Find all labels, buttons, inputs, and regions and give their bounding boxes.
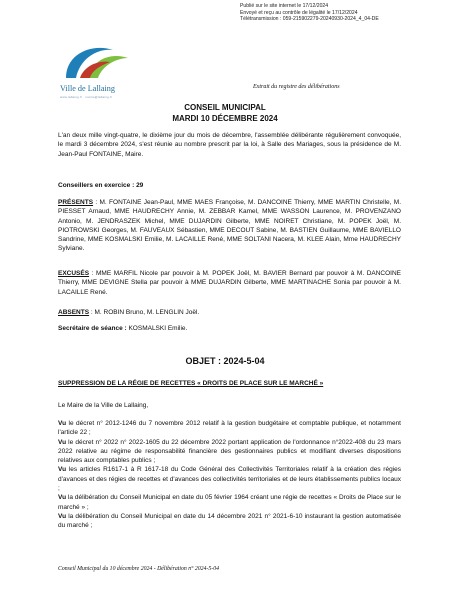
absents-line <box>58 308 401 317</box>
stamp-published: Publié sur le site internet le 17/12/2024 <box>240 3 329 9</box>
excuses-paragraph <box>58 269 401 297</box>
intro-paragraph: L'an deux mille vingt-quatre, le dixième jour du mois de décembre, l'assemblée délibérante régulièrement convoquée, le mardi 3 décembre 2024, s'est réunie au nombre prescrit par la loi, à Salle des Mariages, sous la présidence de M. Jean-Paul FONTAINE, Maire. <box>58 132 401 158</box>
secretaire-label: Secrétaire de séance : <box>58 325 127 332</box>
conseillers-label: Conseillers en exercice : <box>58 182 135 189</box>
considerant-item: Vu la délibération du Conseil Municipal en date du 05 février 1964 créant une régie de recettes « Droits de Place sur le marché » ; <box>58 494 401 511</box>
mayor-line: Le Maire de la Ville de Lallaing, <box>58 402 149 409</box>
excuses-text: : MME MARFIL Nicole par pouvoir à M. POPEK Joël, M. BAVIER Bernard par pouvoir à M. DANCOINE Thierry, MME DEVIGNE Stella par pouvoir à MME DUJARDIN Gilberte, MME MARTINACHE Sonia par pouvoir à M. LACAILLE René. <box>58 270 401 296</box>
considerant-item: Vu la délibération du Conseil Municipal en date du 14 décembre 2021 n° 2021-6-10 instaurant la gestion automatisée du marché ; <box>58 512 401 530</box>
meeting-date: MARDI 10 DÉCEMBRE 2024 <box>172 114 278 123</box>
legal-stamp <box>240 3 379 23</box>
considerant-item: Vu le décret n° 2012-1246 du 7 novembre 2012 relatif à la gestion budgétaire et comptable publique, et notamment l'article 22 ; <box>58 420 401 437</box>
considerant-item: Vu les articles R1617-1 à R 1617-18 du Code Général des Collectivités Territoriales relatif à la création des régies d'avances et des régies de recettes et d'avances des collectivités territoriales et de leurs établissements publics locaux ; <box>58 466 401 493</box>
conseillers-line <box>58 181 401 190</box>
secretaire-line <box>58 324 401 333</box>
deliberation-subject: SUPPRESSION DE LA RÉGIE DE RECETTES « DROITS DE PLACE SUR LE MARCHÉ » <box>58 380 324 387</box>
absents-label: ABSENTS <box>58 309 90 316</box>
conseillers-count: 29 <box>136 182 144 189</box>
considerants-list <box>58 419 401 531</box>
register-extract-label: Extrait du registre des délibérations <box>253 84 340 90</box>
absents-text: : M. ROBIN Bruno, M. LENGLIN Joël. <box>89 309 200 316</box>
stamp-received: Envoyé et reçu au contrôle de légalité le 17/12/2024 <box>240 9 358 16</box>
presents-paragraph <box>58 198 401 254</box>
city-tagline: www.lallaing.fr · mairie@lallaing.fr <box>60 95 113 99</box>
presents-text: : M. FONTAINE Jean-Paul, MME MAES Françoise, M. DANCOINE Thierry, MME MARTIN Christelle, M. PIESSET Arnaud, MME HAUDRECHY Annie, M. ZEBBAR Kamel, MME WASSON Laurence, M. PROVENZANO Antonio, M. JENDRASZEK Michel, MME DUJARDIN Gilberte, MME NOIRET Christiane, M. POPEK Joël, M. PIOTROWSKI Georges, M. FAUVEAUX Sébastien, MME DECOUT Sabine, M. BASTIEN Guillaume, MME BAVIELLO Sandrine, MME KOSMALSKI Emilie, M. LACAILLE René, MME SOLTANI Nacera, M. KLEE Alain, Mme HAUDRECHY Sylviane. <box>58 199 401 253</box>
secretaire-text: KOSMALSKI Emilie. <box>126 325 188 332</box>
objet-heading: OBJET : 2024-5-04 <box>185 356 265 366</box>
excuses-label: EXCUSÉS <box>58 270 90 277</box>
page-footer: Conseil Municipal du 10 décembre 2024 - Délibération n° 2024-5-04 <box>58 566 220 572</box>
council-title: CONSEIL MUNICIPAL <box>184 103 266 112</box>
stamp-transmission: Télétransmission : 059-215902279-20240930-2024_4_04-DE <box>240 16 379 23</box>
considerant-item: Vu le décret n° 2022 n° 2022-1605 du 22 décembre 2022 portant application de l'ordonnance n°2022-408 du 23 mars 2022 relative au régime de responsabilité financière des gestionnaires publics et modifiant diverses dispositions relatives aux comptables publics ; <box>58 438 401 465</box>
city-name: Ville de Lallaing <box>60 84 115 93</box>
presents-label: PRÉSENTS <box>58 199 94 206</box>
